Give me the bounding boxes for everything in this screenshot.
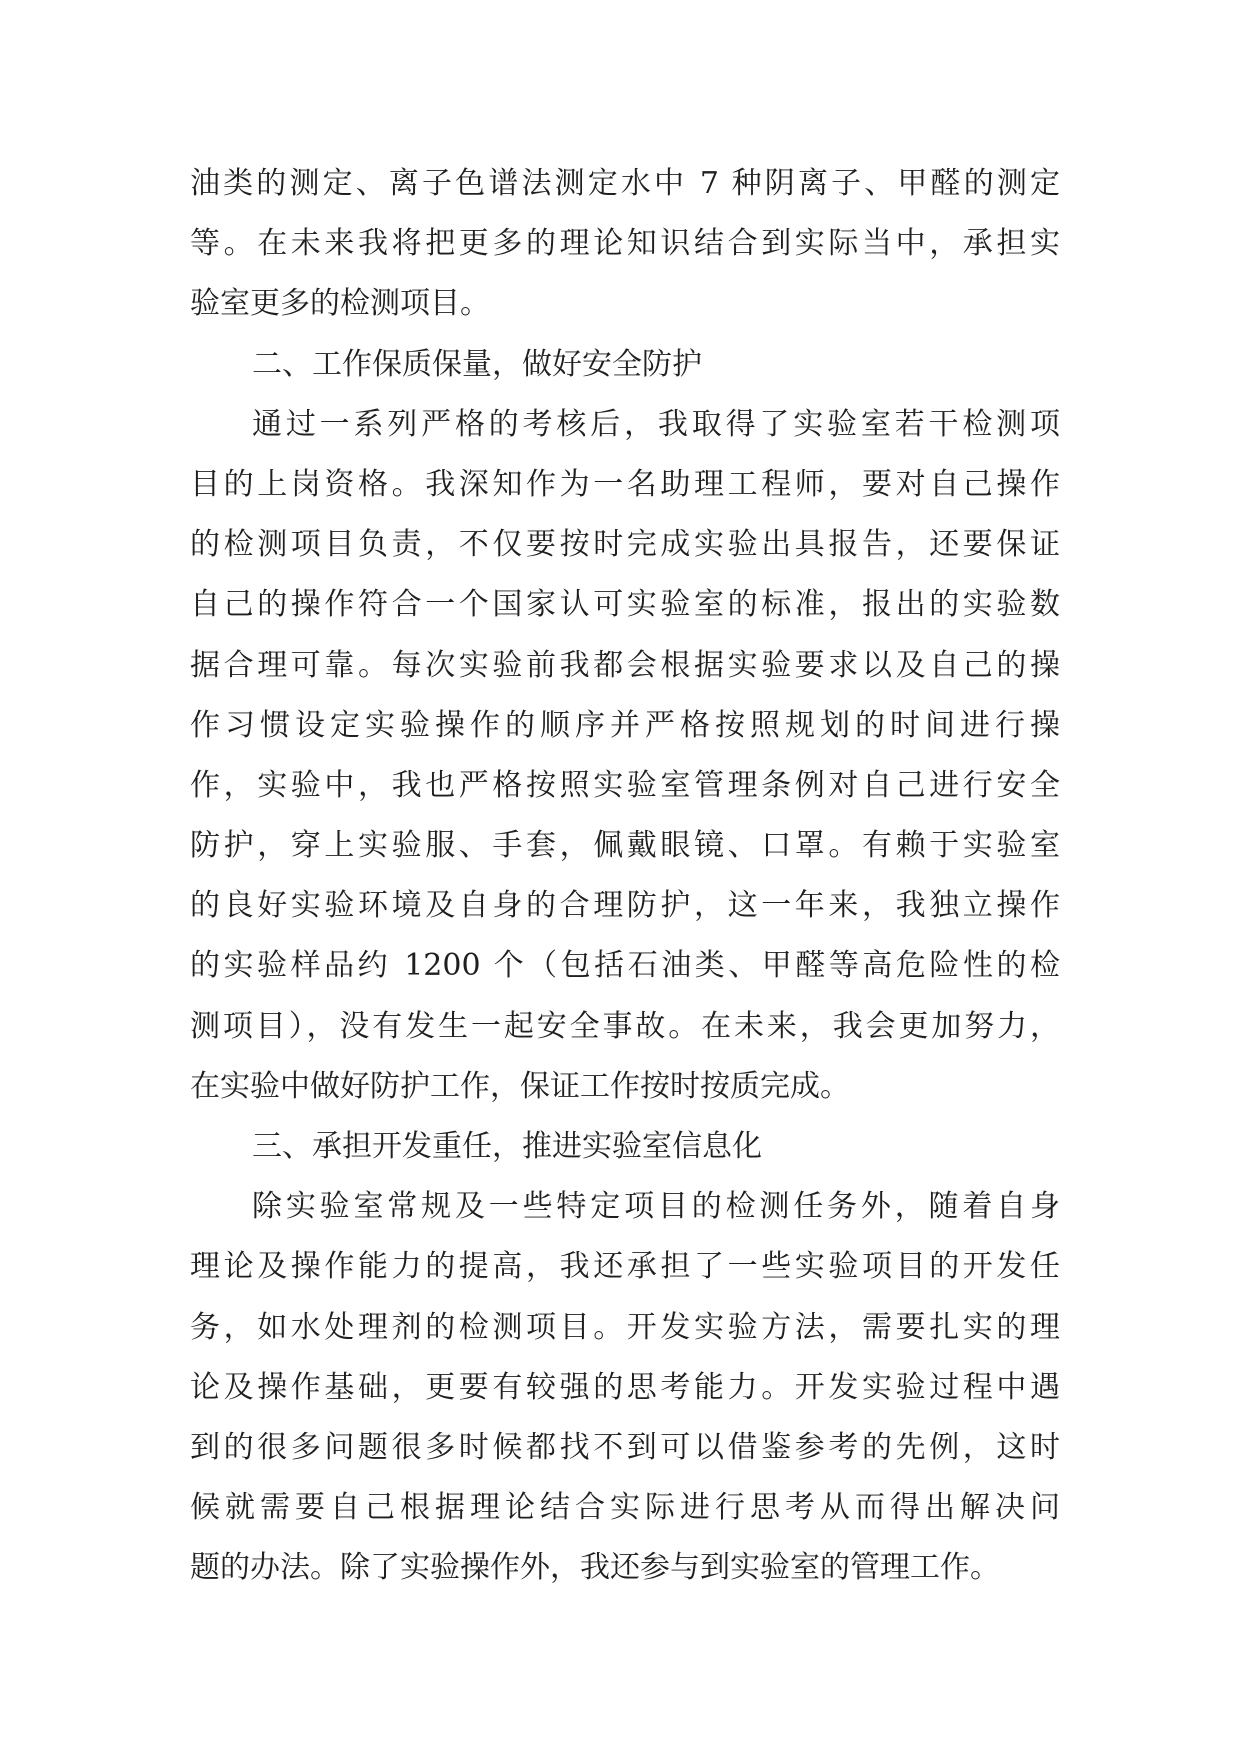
text-line: 的检测项目负责，不仅要按时完成实验出具报告，还要保证 bbox=[190, 527, 1060, 563]
paragraph-first-line: 除实验室常规及一些特定项目的检测任务外，随着自身 bbox=[252, 1189, 1060, 1225]
document-body bbox=[190, 154, 1060, 1599]
paragraph-first-line: 通过一系列严格的考核后，我取得了实验室若干检测项 bbox=[252, 406, 1060, 442]
text-line: 目的上岗资格。我深知作为一名助理工程师，要对自己操作 bbox=[190, 466, 1060, 502]
text-line: 验室更多的检测项目。 bbox=[190, 286, 490, 322]
text-line: 理论及操作能力的提高，我还承担了一些实验项目的开发任 bbox=[190, 1249, 1060, 1285]
text-line: 测项目），没有发生一起安全事故。在未来，我会更加努力， bbox=[190, 1008, 1060, 1044]
text-line: 的实验样品约 1200 个（包括石油类、甲醛等高危险性的检 bbox=[190, 948, 1060, 984]
text-line: 油类的测定、离子色谱法测定水中 7 种阴离子、甲醛的测定 bbox=[190, 166, 1060, 201]
section-heading: 二、工作保质保量，做好安全防护 bbox=[252, 346, 702, 382]
text-line: 防护，穿上实验服、手套，佩戴眼镜、口罩。有赖于实验室 bbox=[190, 828, 1060, 864]
text-line: 在实验中做好防护工作，保证工作按时按质完成。 bbox=[190, 1068, 850, 1104]
text-line: 到的很多问题很多时候都找不到可以借鉴参考的先例，这时 bbox=[190, 1429, 1060, 1465]
text-line: 作，实验中，我也严格按照实验室管理条例对自己进行安全 bbox=[190, 767, 1060, 803]
text-line: 候就需要自己根据理论结合实际进行思考从而得出解决问 bbox=[190, 1490, 1060, 1526]
text-line: 务，如水处理剂的检测项目。开发实验方法，需要扎实的理 bbox=[190, 1309, 1060, 1345]
text-line: 据合理可靠。每次实验前我都会根据实验要求以及自己的操 bbox=[190, 647, 1060, 683]
text-line: 等。在未来我将把更多的理论知识结合到实际当中，承担实 bbox=[190, 226, 1060, 262]
text-line: 题的办法。除了实验操作外，我还参与到实验室的管理工作。 bbox=[190, 1550, 1000, 1586]
text-line: 的良好实验环境及自身的合理防护，这一年来，我独立操作 bbox=[190, 888, 1060, 924]
text-line: 自己的操作符合一个国家认可实验室的标准，报出的实验数 bbox=[190, 587, 1060, 623]
text-line: 作习惯设定实验操作的顺序并严格按照规划的时间进行操 bbox=[190, 707, 1060, 743]
section-heading: 三、承担开发重任，推进实验室信息化 bbox=[252, 1129, 762, 1164]
text-line: 论及操作基础，更要有较强的思考能力。开发实验过程中遇 bbox=[190, 1369, 1060, 1405]
